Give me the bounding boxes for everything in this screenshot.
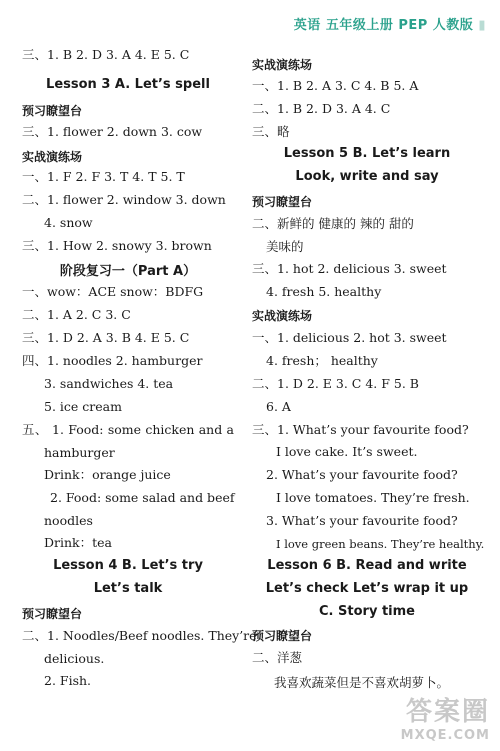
answer-line: 4. snow bbox=[44, 215, 93, 230]
answer-line: 二、洋葱 bbox=[252, 650, 303, 665]
answer-line: 二、1. D 2. E 3. C 4. F 5. B bbox=[252, 376, 419, 391]
section-heading: 预习瞭望台 bbox=[252, 629, 313, 643]
lesson-subtitle: Let’s talk bbox=[93, 581, 163, 596]
lesson-title: Lesson 6 B. Read and write bbox=[267, 558, 467, 573]
answer-line: Drink：tea bbox=[44, 535, 112, 550]
answer-line: Drink：orange juice bbox=[44, 467, 171, 482]
answer-line: 四、1. noodles 2. hamburger bbox=[22, 353, 203, 368]
answer-line: hamburger bbox=[44, 445, 115, 460]
answer-line: 5. ice cream bbox=[44, 399, 122, 414]
answer-line: I love tomatoes. They’re fresh. bbox=[276, 490, 470, 505]
answer-line: I love green beans. They’re healthy. bbox=[276, 537, 485, 551]
lesson-title: Lesson 5 B. Let’s learn bbox=[283, 146, 451, 161]
answer-line: 三、1. B 2. D 3. A 4. E 5. C bbox=[22, 47, 190, 62]
answer-line: 4. fresh 5. healthy bbox=[266, 284, 382, 299]
answer-line: 我喜欢蔬菜但是不喜欢胡萝卜。 bbox=[274, 675, 450, 690]
page-header bbox=[294, 14, 486, 33]
lesson-subtitle: C. Story time bbox=[319, 604, 415, 619]
answer-line: 一、1. B 2. A 3. C 4. B 5. A bbox=[252, 78, 419, 93]
answer-line: 3. sandwiches 4. tea bbox=[44, 376, 174, 391]
section-heading: 预习瞭望台 bbox=[22, 104, 83, 118]
answer-line: I love cake. It’s sweet. bbox=[276, 444, 418, 459]
answer-line: 一、1. F 2. F 3. T 4. T 5. T bbox=[22, 169, 185, 184]
site-watermark bbox=[401, 691, 490, 743]
header-marker: ▮ bbox=[478, 18, 486, 33]
answer-line: 三、1. D 2. A 3. B 4. E 5. C bbox=[22, 330, 190, 345]
section-heading: 实战演练场 bbox=[22, 150, 83, 164]
section-heading: 实战演练场 bbox=[252, 58, 313, 72]
answer-line: 三、略 bbox=[252, 124, 290, 139]
answer-line: 2. What’s your favourite food? bbox=[266, 467, 458, 482]
answer-line: 二、新鲜的 健康的 辣的 甜的 bbox=[252, 216, 414, 231]
review-title: 阶段复习一（Part A） bbox=[59, 264, 197, 279]
answer-line: 2. Fish. bbox=[44, 673, 92, 688]
answer-line: 一、1. delicious 2. hot 3. sweet bbox=[252, 330, 447, 345]
answer-line: 三、1. flower 2. down 3. cow bbox=[22, 124, 203, 139]
watermark-url: MXQE.COM bbox=[400, 728, 490, 743]
answer-line: 2. Food: some salad and beef bbox=[50, 490, 235, 505]
answer-line: 4. fresh； healthy bbox=[266, 353, 378, 368]
header-title: 英语 五年级上册 PEP 人教版 bbox=[293, 18, 474, 33]
answer-line: 二、1. flower 2. window 3. down bbox=[22, 192, 226, 207]
answer-line: 二、1. A 2. C 3. C bbox=[22, 307, 131, 322]
lesson-subtitle: Let’s check Let’s wrap it up bbox=[265, 581, 469, 596]
answer-line: 五、 1. Food: some chicken and a bbox=[22, 422, 234, 437]
watermark-logo: 答案圈 bbox=[405, 697, 490, 727]
section-heading: 实战演练场 bbox=[252, 309, 313, 323]
answer-line: 三、1. What’s your favourite food? bbox=[252, 422, 469, 437]
answer-line: 一、wow：ACE snow：BDFG bbox=[22, 284, 204, 299]
answer-line: 二、1. Noodles/Beef noodles. They’re bbox=[22, 628, 257, 643]
answer-line: 三、1. How 2. snowy 3. brown bbox=[22, 238, 212, 253]
answer-line: 美味的 bbox=[266, 239, 304, 254]
answer-line: delicious. bbox=[44, 651, 105, 666]
lesson-title: Lesson 4 B. Let’s try bbox=[53, 558, 203, 573]
lesson-subtitle: Look, write and say bbox=[295, 169, 439, 184]
answer-line: 6. A bbox=[266, 399, 291, 414]
answer-line: 二、1. B 2. D 3. A 4. C bbox=[252, 101, 391, 116]
section-heading: 预习瞭望台 bbox=[22, 607, 83, 621]
answer-line: 3. What’s your favourite food? bbox=[266, 513, 458, 528]
answer-line: 三、1. hot 2. delicious 3. sweet bbox=[252, 261, 447, 276]
section-heading: 预习瞭望台 bbox=[252, 195, 313, 209]
lesson-title: Lesson 3 A. Let’s spell bbox=[46, 77, 210, 92]
answer-line: noodles bbox=[44, 513, 93, 528]
